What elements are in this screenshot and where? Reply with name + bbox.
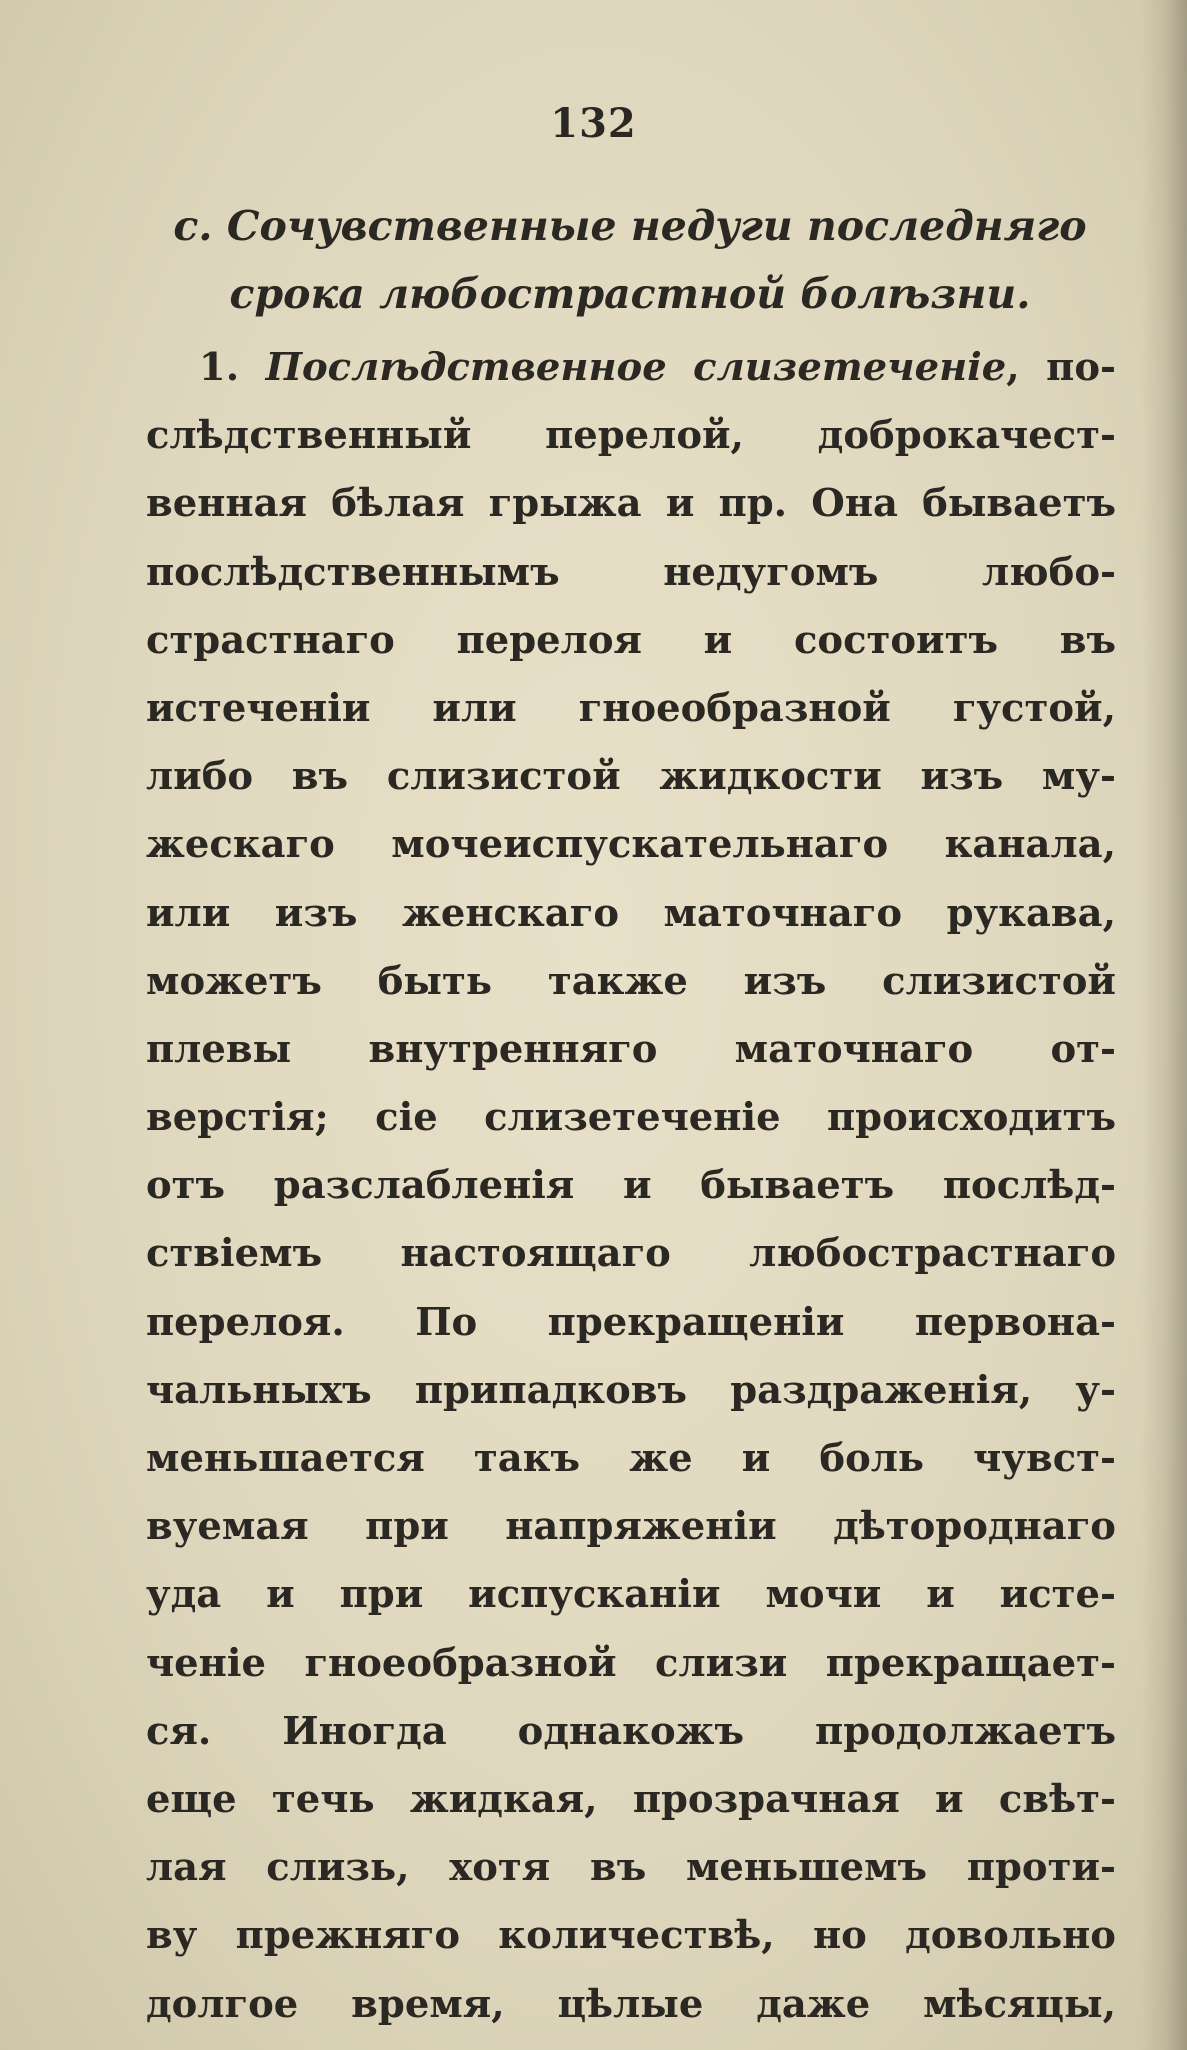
text-line: долгое время, цѣлые даже мѣсяцы, [146,1981,1116,2027]
heading-text-1: Сочувственные недуги последняго [226,202,1087,250]
heading-line-1 [150,192,1110,260]
text-line: перелоя. По прекращеніи первона- [146,1299,1116,1345]
heading-line-2: срока любострастной болѣзни. [229,270,1031,318]
text-line: истеченіи или гноеобразной густой, [146,685,1116,731]
text-line: ву прежняго количествѣ, но довольно [146,1913,1116,1959]
text-line: отъ разслабленія и бываетъ послѣд- [146,1163,1116,1209]
section-heading [150,192,1110,328]
page-number: 132 [550,100,637,147]
term-italic: Послѣдственное слизетеченіе [265,345,1007,390]
text-line: верстія; сіе слизетеченіе происходитъ [146,1095,1116,1141]
text-line: ся. Иногда однакожъ продолжаетъ [146,1708,1116,1754]
heading-letter: c. [173,202,213,250]
text-line: лая слизь, хотя въ меньшемъ проти- [146,1845,1116,1891]
text-line: ствіемъ настоящаго любострастнаго [146,1231,1116,1277]
text-line: плевы внутренняго маточнаго от- [146,1026,1116,1072]
text-line: слѣдственный перелой, доброкачест- [146,413,1116,459]
text-line: жескаго мочеиспускательнаго канала, [146,822,1116,868]
page-edge-shadow [1141,0,1187,2050]
text-line: либо въ слизистой жидкости изъ му- [146,754,1116,800]
text-line: можетъ быть также изъ слизистой [146,958,1116,1004]
text-line: меньшается такъ же и боль чувст- [146,1436,1116,1481]
paragraph [146,334,1116,2039]
text-line: ченіе гноеобразной слизи прекращает- [146,1640,1116,1686]
text-line: чальныхъ припадковъ раздраженія, у- [146,1367,1116,1413]
text-line: послѣдственнымъ недугомъ любо- [146,549,1116,595]
text-line: еще течь жидкая, прозрачная и свѣт- [146,1776,1116,1822]
text-line: или изъ женскаго маточнаго рукава, [146,890,1116,936]
paragraph-number: 1. [198,345,240,390]
text-line: вуемая при напряженіи дѣтороднаго [146,1504,1116,1550]
paragraph-first-line [146,334,1116,402]
text-line: венная бѣлая грыжа и пр. Она бываетъ [146,481,1116,527]
text-line: страстнаго перелоя и состоитъ въ [146,617,1116,663]
text-line: уда и при испусканіи мочи и исте- [146,1572,1116,1618]
first-line-rest: , по- [1006,345,1116,390]
